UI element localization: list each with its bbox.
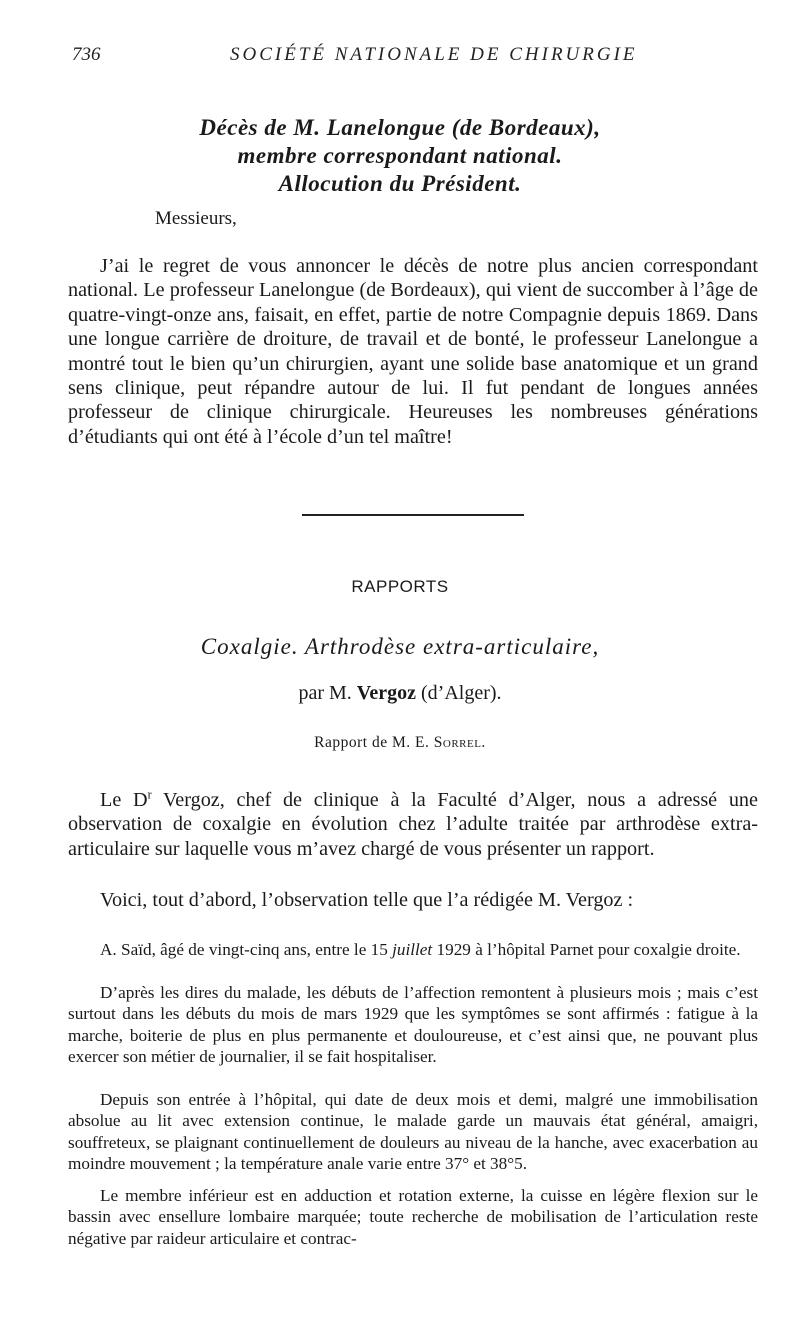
obs1-start: A. Saïd, âgé de vingt-cinq ans, entre le 15 xyxy=(100,940,393,959)
obs1-end: 1929 à l’hôpital Parnet pour coxalgie droite. xyxy=(432,940,741,959)
report-credit xyxy=(0,734,800,752)
report-prefix: Rapport de M. E. xyxy=(314,734,430,751)
byline-prefix: par M. xyxy=(298,682,352,704)
observation-paragraph-4: Le membre inférieur est en adduction et rotation externe, la cuisse en légère flexion sur le bassin avec ensellure lombaire marquée; toute recherche de mobilisation de l’articulation reste négative par raideur articulaire et contrac- xyxy=(68,1186,758,1248)
article-byline xyxy=(0,682,800,705)
intro-paragraph xyxy=(68,788,758,861)
observation-paragraph-2: D’après les dires du malade, les débuts de l’affection remontent à plusieurs mois ; mais c’est surtout dans les débuts du mois de mars 1929 que les symptômes se sont affirmés : fatigue à la marche, boiterie de plus en plus permanente et douloureuse, et c’est ainsi que, ne pouvant plus exercer son métier de journalier, il se fait hospitaliser. xyxy=(68,983,758,1067)
page-number: 736 xyxy=(72,44,101,65)
byline-author: Vergoz xyxy=(356,682,417,704)
byline-suffix: (d’Alger). xyxy=(421,682,502,704)
intro-paragraph-2: Voici, tout d’abord, l’observation telle que l’a rédigée M. Vergoz : xyxy=(100,889,634,911)
article-title: Coxalgie. Arthrodèse extra-articulaire, xyxy=(200,634,600,659)
section-heading: RAPPORTS xyxy=(351,577,449,596)
report-author: Sorrel. xyxy=(433,734,486,751)
observation-paragraph-3: Depuis son entrée à l’hôpital, qui date de deux mois et demi, malgré une immobilisation absolue au lit avec extension continue, le malade garde un mauvais état général, amaigri, souffreteux, se plaignant continuellement de douleurs au niveau de la hanche, avec exacerbation au moindre mouvement ; la température anale varie entre 37° et 38°5. xyxy=(68,1090,758,1174)
obituary-title-line-2: membre correspondant national. xyxy=(237,143,563,168)
running-title: SOCIÉTÉ NATIONALE DE CHIRURGIE xyxy=(230,44,638,65)
observation-paragraph-1 xyxy=(68,939,758,960)
obs1-month: juillet xyxy=(392,940,433,959)
salutation: Messieurs, xyxy=(155,208,237,229)
obituary-paragraph: J’ai le regret de vous annoncer le décès de notre plus ancien correspondant national. Le professeur Lanelongue (de Bordeaux), qui vient de succomber à l’âge de quatre-vingt-onze ans, faisait, en effet, partie de notre Compagnie depuis 1869. Dans une longue carrière de droiture, de travail et de bonté, le professeur Lanelongue a montré tout le bien qu’un chirurgien, ayant une solide base anatomique et un grand sens clinique, peut répandre autour de lui. Il fut pendant de longues années professeur de clinique chirurgicale. Heureuses les nombreuses générations d’étudiants qui ont été à l’école d’un tel maître! xyxy=(68,255,758,448)
running-header xyxy=(72,44,752,68)
obituary-title-line-3: Allocution du Président. xyxy=(278,171,522,196)
intro-superscript: r xyxy=(147,787,152,802)
intro-rest: Vergoz, chef de clinique à la Faculté d’Alger, nous a adressé une observation de coxalgie en évolution chez l’adulte traitée par arthrodèse extra-articulaire sur laquelle vous m’avez chargé de vous présenter un rapport. xyxy=(68,789,758,860)
obituary-title-line-1: Décès de M. Lanelongue (de Bordeaux), xyxy=(199,115,601,140)
section-divider xyxy=(302,514,524,516)
intro-start: Le D xyxy=(100,789,148,811)
